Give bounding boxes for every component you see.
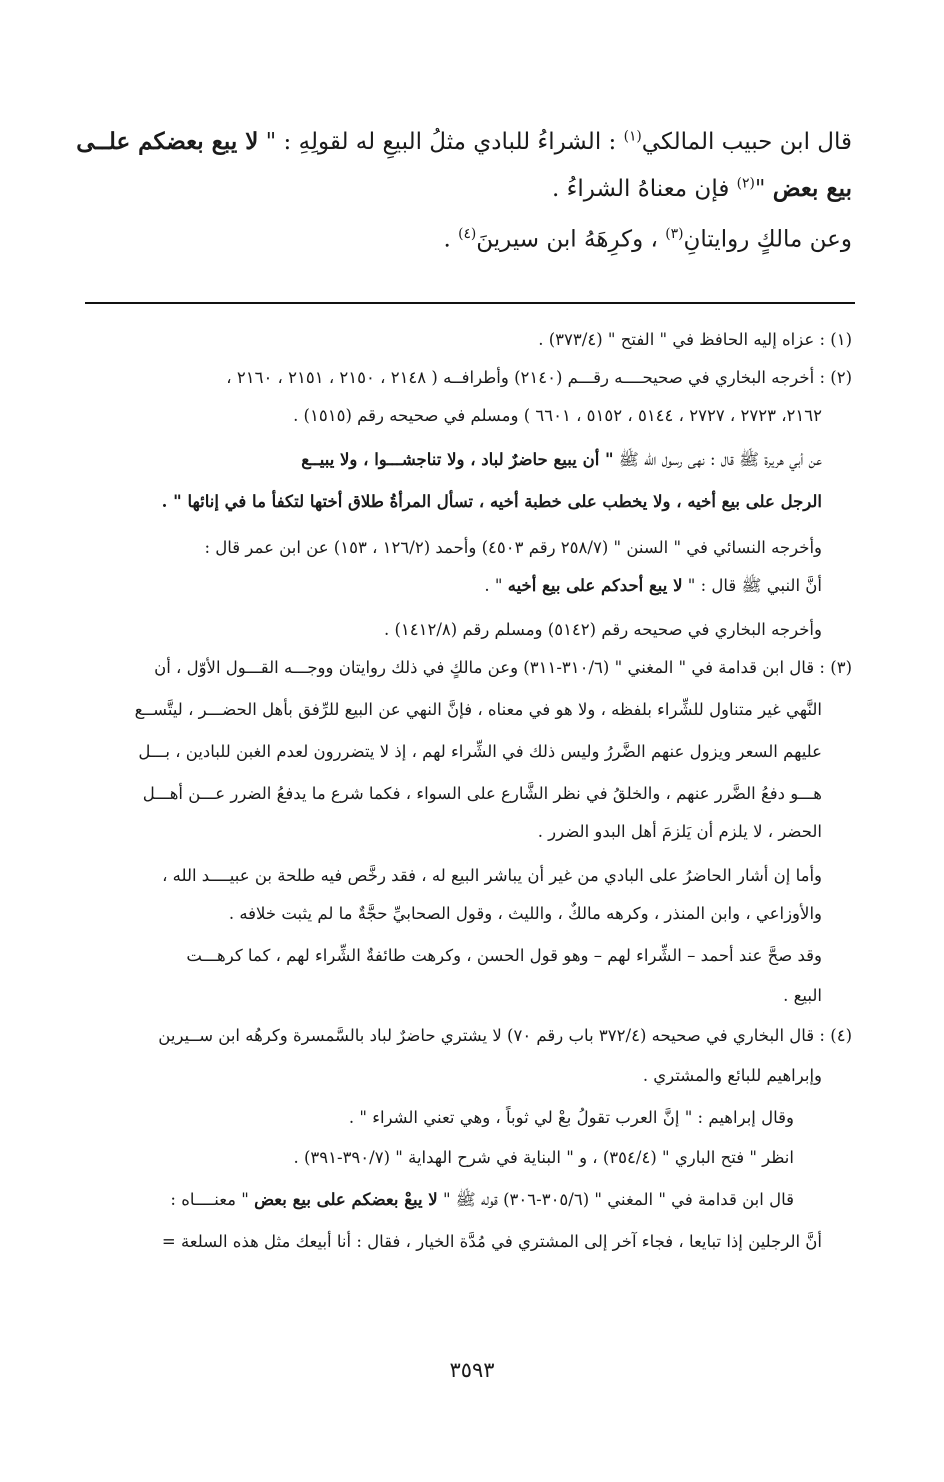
text-run: عن أبي هريرة ﷺ قال : نهى رسول الله ﷺ xyxy=(613,450,822,469)
text-run: وأخرجه النسائي في " السنن " (٢٥٨/٧ رقم ٤٥٠٣) وأحمد (١٢٦/٢ ، ١٥٣) عن ابن عمر قال : xyxy=(204,538,822,557)
bold-text: الرجل على بيع أخيه ، ولا يخطب على خطبة أخيه ، تسأل المرأةُ طلاق أختها لتكفأ ما في إنائها " . xyxy=(161,492,822,511)
text-run: وقد صحَّ عند أحمد – الشِّراء لهم – وهو قول الحسن ، وكرهت طائفةٌ الشِّراء لهم ، كما كرهـــت xyxy=(186,946,822,965)
text-run: الحضر ، لا يلزم أن يَلزمَ أهل البدو الضرر . xyxy=(537,822,822,841)
bold-text: " أن يبيع حاضرٌ لباد ، ولا تناجشـــوا ، ولا يبيــع xyxy=(301,450,614,469)
footnote-ref: (٢) xyxy=(736,175,755,192)
footnote-line xyxy=(162,492,822,511)
footnote-line xyxy=(186,946,822,965)
text-run: " معنــــاه : xyxy=(170,1190,255,1209)
footnote-line xyxy=(384,620,822,639)
text-run: انظر " فتح الباري " (٣٥٤/٤) ، و " البناية في شرح الهداية " (٣٩٠/٧-٣٩١) . xyxy=(293,1148,794,1167)
footnote-line xyxy=(484,576,822,600)
text-run: " . xyxy=(484,576,508,595)
text-run: النَّهي غير متناول للشِّراء بلفظه ، ولا هو في معناه ، فإنَّ النهي عن البيع للرِّفق بأهل الحضـــر ، ليتَّســع xyxy=(134,700,822,719)
footnote-line xyxy=(158,1026,852,1045)
text-run: (١) : عزاه إليه الحافظ في " الفتح " (٣٧٣/٤) . xyxy=(538,330,852,349)
text-run: وأما إن أشار الحاضرُ على البادي من غير أن يباشر البيع له ، فقد رخَّص فيه طلحة بن عبيــــد الله ، xyxy=(162,866,822,885)
text-run: وقال إبراهيم : " إنَّ العرب تقولُ بعْ لي ثوباً ، وهي تعني الشراء " . xyxy=(348,1108,794,1127)
footnote-line xyxy=(138,742,822,761)
text-run: . xyxy=(443,226,459,253)
footnote-line xyxy=(783,986,822,1005)
footnote-line xyxy=(229,904,822,923)
bold-text: لا يبعْ بعضكم على بيع بعض xyxy=(254,1190,438,1209)
text-run: والأوزاعي ، وابن المنذر ، وكرهه مالكٌ ، والليث ، وقول الصحابيِّ حجَّةٌ ما لم يثبت خلافه . xyxy=(228,904,822,923)
footnote-line xyxy=(538,822,822,841)
text-run: وأخرجه البخاري في صحيحه رقم (٥١٤٢) ومسلم رقم (١٤١٢/٨) . xyxy=(383,620,822,639)
footnote-line xyxy=(293,406,822,425)
text-run: (٣) : قال ابن قدامة في " المغني " (٣١٠/٦-٣١١) وعن مالكٍ في ذلك روايتان ووجـــه القـــول الأوّل ، أن xyxy=(154,658,852,677)
footnote-line xyxy=(301,450,822,474)
footnote-line xyxy=(293,1148,794,1167)
text-run: وعن مالكٍ روايتانِ xyxy=(683,226,852,253)
footnote-ref: (٣) xyxy=(665,226,684,242)
bold-text: لا يبع بعضكم علــى xyxy=(76,128,259,155)
main-line xyxy=(443,226,852,253)
text-run: قال ابن قدامة في " المغني " (٣٠٥/٦-٣٠٦) قوله ﷺ " xyxy=(437,1190,794,1209)
footnote-ref: (١) xyxy=(623,128,642,145)
footnote-line xyxy=(143,784,822,803)
text-run: ، وكرِهَهُ ابن سيرينَ xyxy=(476,226,666,253)
text-run: هـــو دفعُ الضَّرر عنهم ، والخلقُ في نظر الشَّارع على السواء ، فكما شرع ما يدفعُ الضرر عـــن أهـــل xyxy=(142,784,822,803)
footnote-line xyxy=(349,1108,794,1127)
text-run: أنَّ الرجلين إذا تبايعا ، فجاء آخر إلى المشتري في مُدَّة الخيار ، فقال : أنا أبيعك مثل هذه السلعة = xyxy=(161,1232,822,1251)
footnote-ref: (٤) xyxy=(458,226,477,242)
footnote-line xyxy=(204,538,822,557)
bold-text: لا يبع أحدكم على بيع أخيه xyxy=(507,576,683,595)
main-line xyxy=(552,175,852,202)
text-run: : الشراءُ للبادي مثلُ البيعِ له لقولِهِ : " xyxy=(258,129,624,155)
text-run: فإن معناهُ الشراءُ . xyxy=(551,176,737,202)
footnote-line xyxy=(643,1066,822,1085)
text-run: ٢١٦٢، ٢٧٢٣ ، ٢٧٢٧ ، ٥١٤٤ ، ٥١٥٢ ، ٦٦٠١ ) ومسلم في صحيحه رقم (١٥١٥) . xyxy=(293,406,822,425)
text-run: وإبراهيم للبائع والمشتري . xyxy=(642,1066,822,1085)
footnote-line xyxy=(162,866,822,885)
footnote-line xyxy=(170,1190,794,1214)
footnote-line xyxy=(135,700,822,719)
footnote-line xyxy=(226,368,852,387)
footnote-line xyxy=(538,330,852,349)
text-run: (٢) : أخرجه البخاري في صحيحــــه رقـــم (٢١٤٠) وأطرافــه ( ٢١٤٨ ، ٢١٥٠ ، ٢١٥١ ، ٢١٦٠ ، xyxy=(226,368,852,387)
bold-text: بيع بعض xyxy=(772,175,852,202)
text-run: " xyxy=(754,176,773,202)
text-run: البيع . xyxy=(783,986,822,1005)
main-line xyxy=(76,128,852,155)
footnote-separator xyxy=(85,302,855,304)
text-run: (٤) : قال البخاري في صحيحه (٣٧٢/٤ باب رقم ٧٠) لا يشتري حاضرٌ لباد بالسَّمسرة وكرهُه ابن ســيرين xyxy=(158,1026,852,1045)
text-run: قال ابن حبيب المالكي xyxy=(641,129,852,155)
text-run: عليهم السعر ويزول عنهم الضَّررُ وليس ذلك في الشِّراء لهم ، إذ لا يتضررون لعدم الغبن للبادين ، بـــل xyxy=(138,742,822,761)
page-number: ٣٥٩٣ xyxy=(449,1358,495,1382)
footnote-line xyxy=(162,1232,822,1251)
footnote-line xyxy=(154,658,852,677)
text-run: أنَّ النبي ﷺ قال : " xyxy=(682,576,822,595)
